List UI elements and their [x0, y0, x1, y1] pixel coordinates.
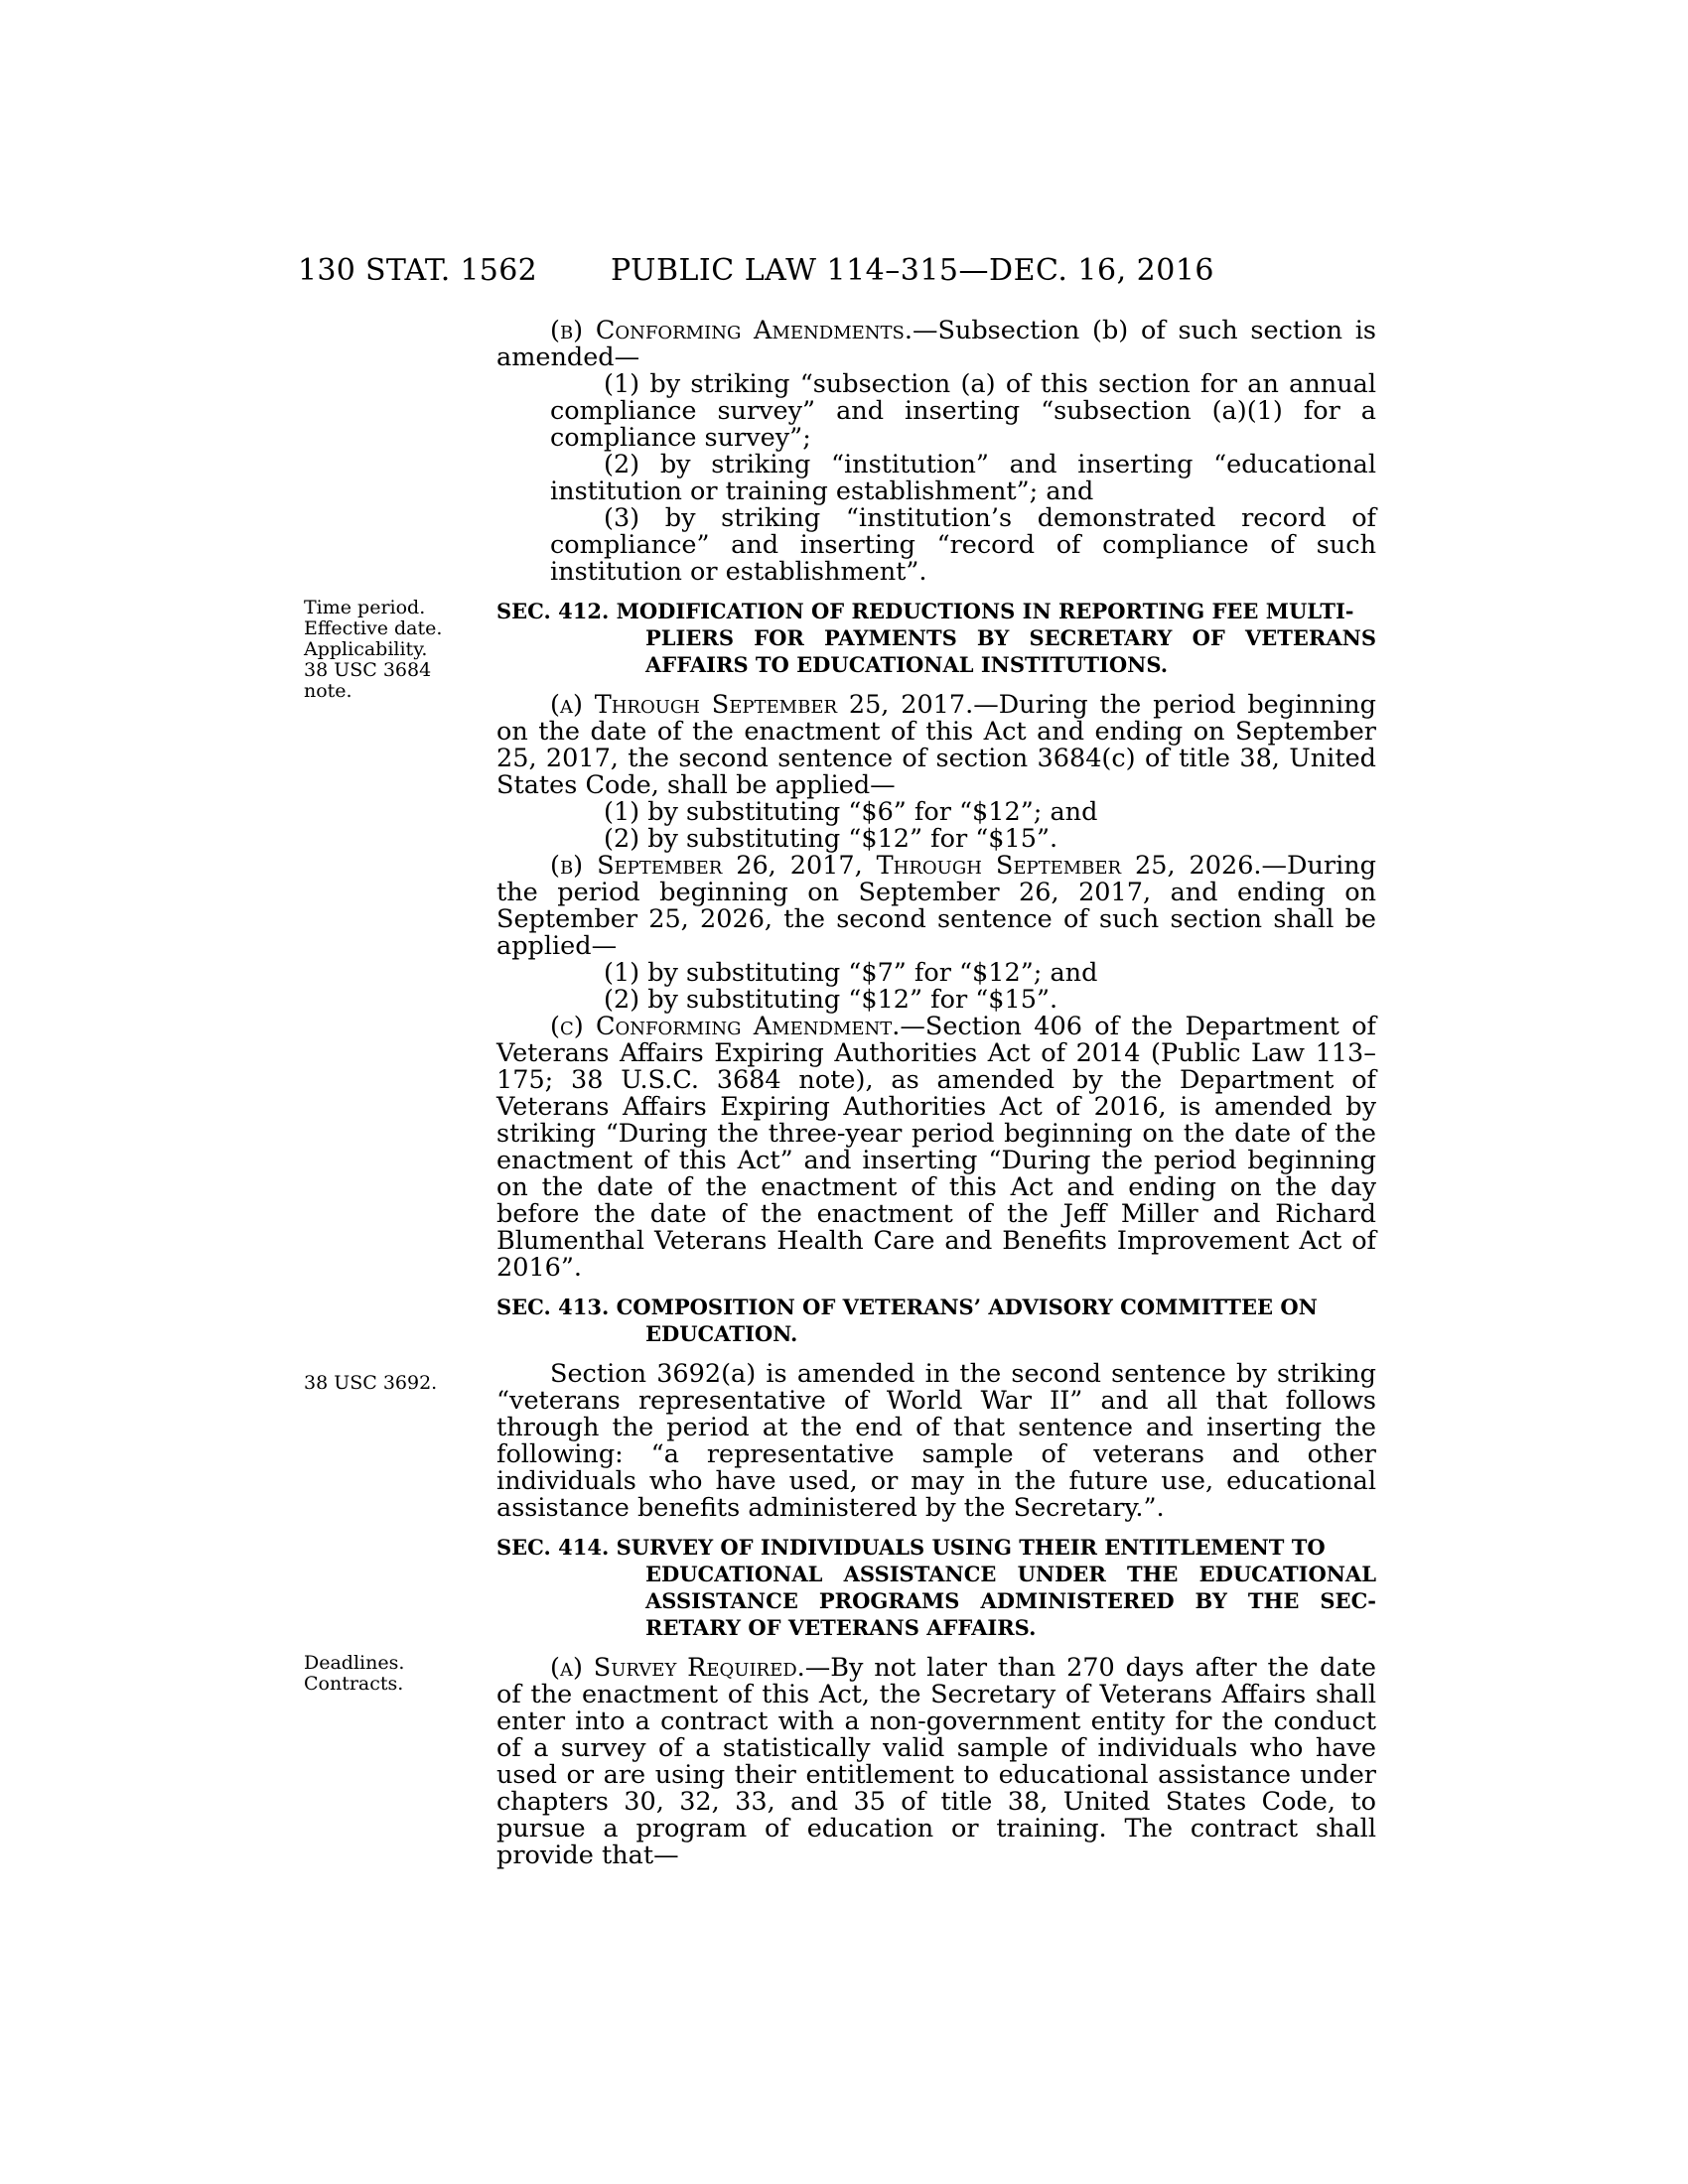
sec412-subsection-a	[496, 692, 1376, 799]
section-heading-line: SEC. 412. MODIFICATION OF REDUCTIONS IN REPORTING FEE MULTI-	[496, 599, 1354, 623]
section-414-heading	[496, 1534, 1376, 1641]
subsection-b	[496, 318, 1376, 371]
margin-note-line: 38 USC 3692.	[304, 1372, 438, 1394]
margin-note-line: Effective date.	[304, 617, 443, 639]
section-413-heading	[496, 1294, 1376, 1347]
margin-note-line: Applicability.	[304, 638, 428, 660]
sec412-paragraph-b2: (2) by substituting “$12” for “$15”.	[604, 985, 1058, 1015]
sec412-subsection-b	[496, 853, 1376, 960]
subsection-text: —During the period beginning on September 26, 2017, and ending on September 25, 2026, the second sentence of such section shall be applied—	[496, 851, 1376, 961]
subsection-heading: (a) Survey Required.	[550, 1653, 805, 1683]
sec412-subsection-c	[496, 1014, 1376, 1282]
margin-note-sec413	[304, 1373, 458, 1394]
page-header	[298, 253, 1380, 293]
margin-note-line: note.	[304, 680, 352, 702]
section-heading-line: EDUCATION.	[645, 1321, 798, 1346]
sec413-text: Section 3692(a) is amended in the second sentence by striking “veterans representative of World War II” and all that follows through the period at the end of that sentence and inserting the following: “a representative sample of veterans and other individuals who have used, or may in the future use, educational assistance benefits administered by the Secretary.”.	[496, 1359, 1376, 1523]
margin-note-sec412	[304, 598, 458, 702]
subsection-heading: (c) Conforming Amendment.	[550, 1012, 901, 1041]
section-heading-line: RETARY OF VETERANS AFFAIRS.	[645, 1615, 1037, 1640]
section-412-heading	[496, 598, 1376, 678]
subsection-heading: (b) September 26, 2017, Through September 25, 2026.	[550, 851, 1262, 881]
margin-note-sec414	[304, 1653, 458, 1695]
subsection-text: —Subsection (b) of such section is amended—	[496, 316, 1376, 372]
subsection-heading: (a) Through September 25, 2017.	[550, 690, 974, 720]
section-heading-line: SEC. 413. COMPOSITION OF VETERANS’ ADVISORY COMMITTEE ON	[496, 1295, 1318, 1319]
subsection-text: —During the period beginning on the date of the enactment of this Act and ending on September 25, 2017, the second sentence of section 3684(c) of title 38, United States Code, shall be applied—	[496, 690, 1376, 800]
stat-reference: 130 STAT. 1562	[298, 253, 537, 288]
section-heading-line: EDUCATIONAL ASSISTANCE UNDER THE EDUCATIONAL	[645, 1562, 1376, 1586]
sec414-subsection-a	[496, 1655, 1376, 1869]
paragraph-b3: (3) by striking “institution’s demonstrated record of compliance” and inserting “record of compliance of such institution or establishment”.	[550, 503, 1376, 587]
main-text-column	[496, 318, 1376, 1869]
margin-note-line: Deadlines.	[304, 1652, 405, 1674]
sec412-paragraph-a2: (2) by substituting “$12” for “$15”.	[604, 824, 1058, 854]
section-heading-line: SEC. 414. SURVEY OF INDIVIDUALS USING THEIR ENTITLEMENT TO	[496, 1535, 1326, 1560]
section-heading-line: AFFAIRS TO EDUCATIONAL INSTITUTIONS.	[645, 652, 1169, 677]
subsection-heading: (b) Conforming Amendments.	[550, 316, 913, 345]
section-heading-line: PLIERS FOR PAYMENTS BY SECRETARY OF VETERANS	[645, 625, 1376, 650]
margin-note-line: Time period.	[304, 597, 426, 618]
subsection-text: —By not later than 270 days after the date of the enactment of this Act, the Secretary of Veterans Affairs shall enter into a contract with a non-government entity for the conduct of a survey of a statistically valid sample of individuals who have used or are using their entitlement to educational assistance under chapters 30, 32, 33, and 35 of title 38, United States Code, to pursue a program of education or training. The contract shall provide that—	[496, 1653, 1376, 1870]
subsection-text: —Section 406 of the Department of Veterans Affairs Expiring Authorities Act of 2014 (Public Law 113–175; 38 U.S.C. 3684 note), as amended by the Department of Veterans Affairs Expiring Authorities Act of 2016, is amended by striking “During the three-year period beginning on the date of the enactment of this Act” and inserting “During the period beginning on the date of the enactment of this Act and ending on the day before the date of the enactment of the Jeff Miller and Richard Blumenthal Veterans Health Care and Benefits Improvement Act of 2016”.	[496, 1012, 1376, 1283]
law-title: PUBLIC LAW 114–315—DEC. 16, 2016	[611, 253, 1215, 288]
section-heading-line: ASSISTANCE PROGRAMS ADMINISTERED BY THE SEC-	[645, 1588, 1376, 1613]
sec412-paragraph-b1: (1) by substituting “$7” for “$12”; and	[604, 958, 1098, 988]
paragraph-b1: (1) by striking “subsection (a) of this section for an annual compliance survey” and inserting “subsection (a)(1) for a compliance survey”;	[550, 369, 1376, 453]
paragraph-b2: (2) by striking “institution” and inserting “educational institution or training establishment”; and	[550, 450, 1376, 506]
sec412-paragraph-a1: (1) by substituting “$6” for “$12”; and	[604, 797, 1098, 827]
margin-note-line: Contracts.	[304, 1673, 404, 1695]
margin-note-line: 38 USC 3684	[304, 659, 432, 681]
